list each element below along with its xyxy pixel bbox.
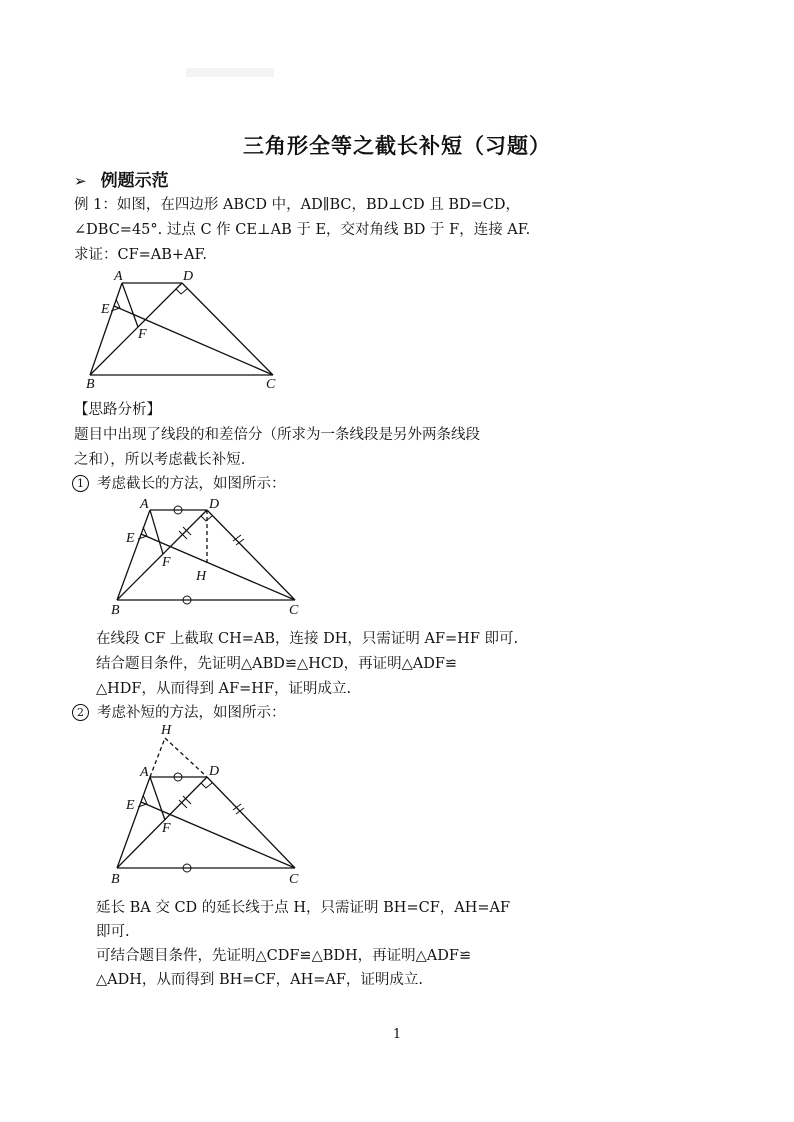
- page-title: 三角形全等之截长补短（习题）: [243, 134, 551, 158]
- method1-line-2: 结合题目条件，先证明△ABD≌△HCD，再证明△ADF≌: [96, 656, 458, 672]
- analysis-line-2: 之和），所以考虑截长补短.: [74, 452, 246, 468]
- problem-line-3: 求证：CF=AB+AF.: [74, 247, 207, 263]
- method1-number-badge: 1: [72, 475, 89, 492]
- fig2-label-F: F: [162, 555, 171, 570]
- fig2-label-B: B: [111, 603, 120, 617]
- fig3-label-F: F: [162, 821, 171, 836]
- fig1-label-F: F: [138, 327, 147, 342]
- method2-heading-text: 考虑补短的方法，如图所示：: [97, 705, 286, 721]
- method2-line-1: 延长 BA 交 CD 的延长线于点 H，只需证明 BH=CF，AH=AF: [96, 900, 511, 916]
- method2-heading: [72, 701, 286, 722]
- fig3-label-H: H: [161, 723, 172, 738]
- method1-heading: [72, 472, 286, 493]
- problem-line-2: ∠DBC=45°. 过点 C 作 CE⊥AB 于 E，交对角线 BD 于 F，连接 AF.: [74, 222, 531, 238]
- fig1-label-A: A: [114, 269, 123, 284]
- analysis-header: 【思路分析】: [74, 402, 161, 418]
- figure-2: [105, 492, 315, 617]
- fig3-label-D: D: [209, 764, 220, 779]
- problem-line-1: 例 1：如图，在四边形 ABCD 中，AD∥BC，BD⊥CD 且 BD=CD，: [74, 197, 520, 213]
- figure-1: [80, 265, 295, 390]
- fig3-label-C: C: [289, 872, 299, 887]
- fig1-label-B: B: [86, 377, 95, 390]
- fig3-label-B: B: [111, 872, 120, 887]
- fig2-label-C: C: [289, 603, 299, 617]
- figure-3: [105, 720, 315, 890]
- method2-number-badge: 2: [72, 704, 89, 721]
- fig3-label-A: A: [140, 765, 149, 780]
- method1-line-1: 在线段 CF 上截取 CH=AB，连接 DH，只需证明 AF=HF 即可.: [96, 631, 519, 647]
- fig1-label-E: E: [101, 302, 110, 317]
- method2-line-3: 可结合题目条件，先证明△CDF≌△BDH，再证明△ADF≌: [96, 948, 472, 964]
- method2-line-2: 即可.: [96, 924, 130, 940]
- analysis-line-1: 题目中出现了线段的和差倍分（所求为一条线段是另外两条线段: [74, 427, 480, 443]
- fig1-label-C: C: [266, 377, 276, 390]
- faint-header-mark: [186, 68, 274, 77]
- section-heading: [74, 166, 169, 191]
- fig2-label-E: E: [126, 531, 135, 546]
- fig2-label-A: A: [140, 497, 149, 512]
- fig3-label-E: E: [126, 798, 135, 813]
- fig2-label-D: D: [209, 497, 220, 512]
- fig1-label-D: D: [183, 269, 194, 284]
- method1-line-3: △HDF，从而得到 AF=HF，证明成立.: [96, 681, 352, 697]
- method2-line-4: △ADH，从而得到 BH=CF，AH=AF，证明成立.: [96, 972, 424, 988]
- fig2-label-H: H: [196, 569, 207, 584]
- section-label: 例题示范: [100, 171, 169, 191]
- method1-heading-text: 考虑截长的方法，如图所示：: [97, 476, 286, 492]
- bullet-arrow-icon: ➢: [74, 172, 87, 190]
- page-number: 1: [392, 1027, 402, 1042]
